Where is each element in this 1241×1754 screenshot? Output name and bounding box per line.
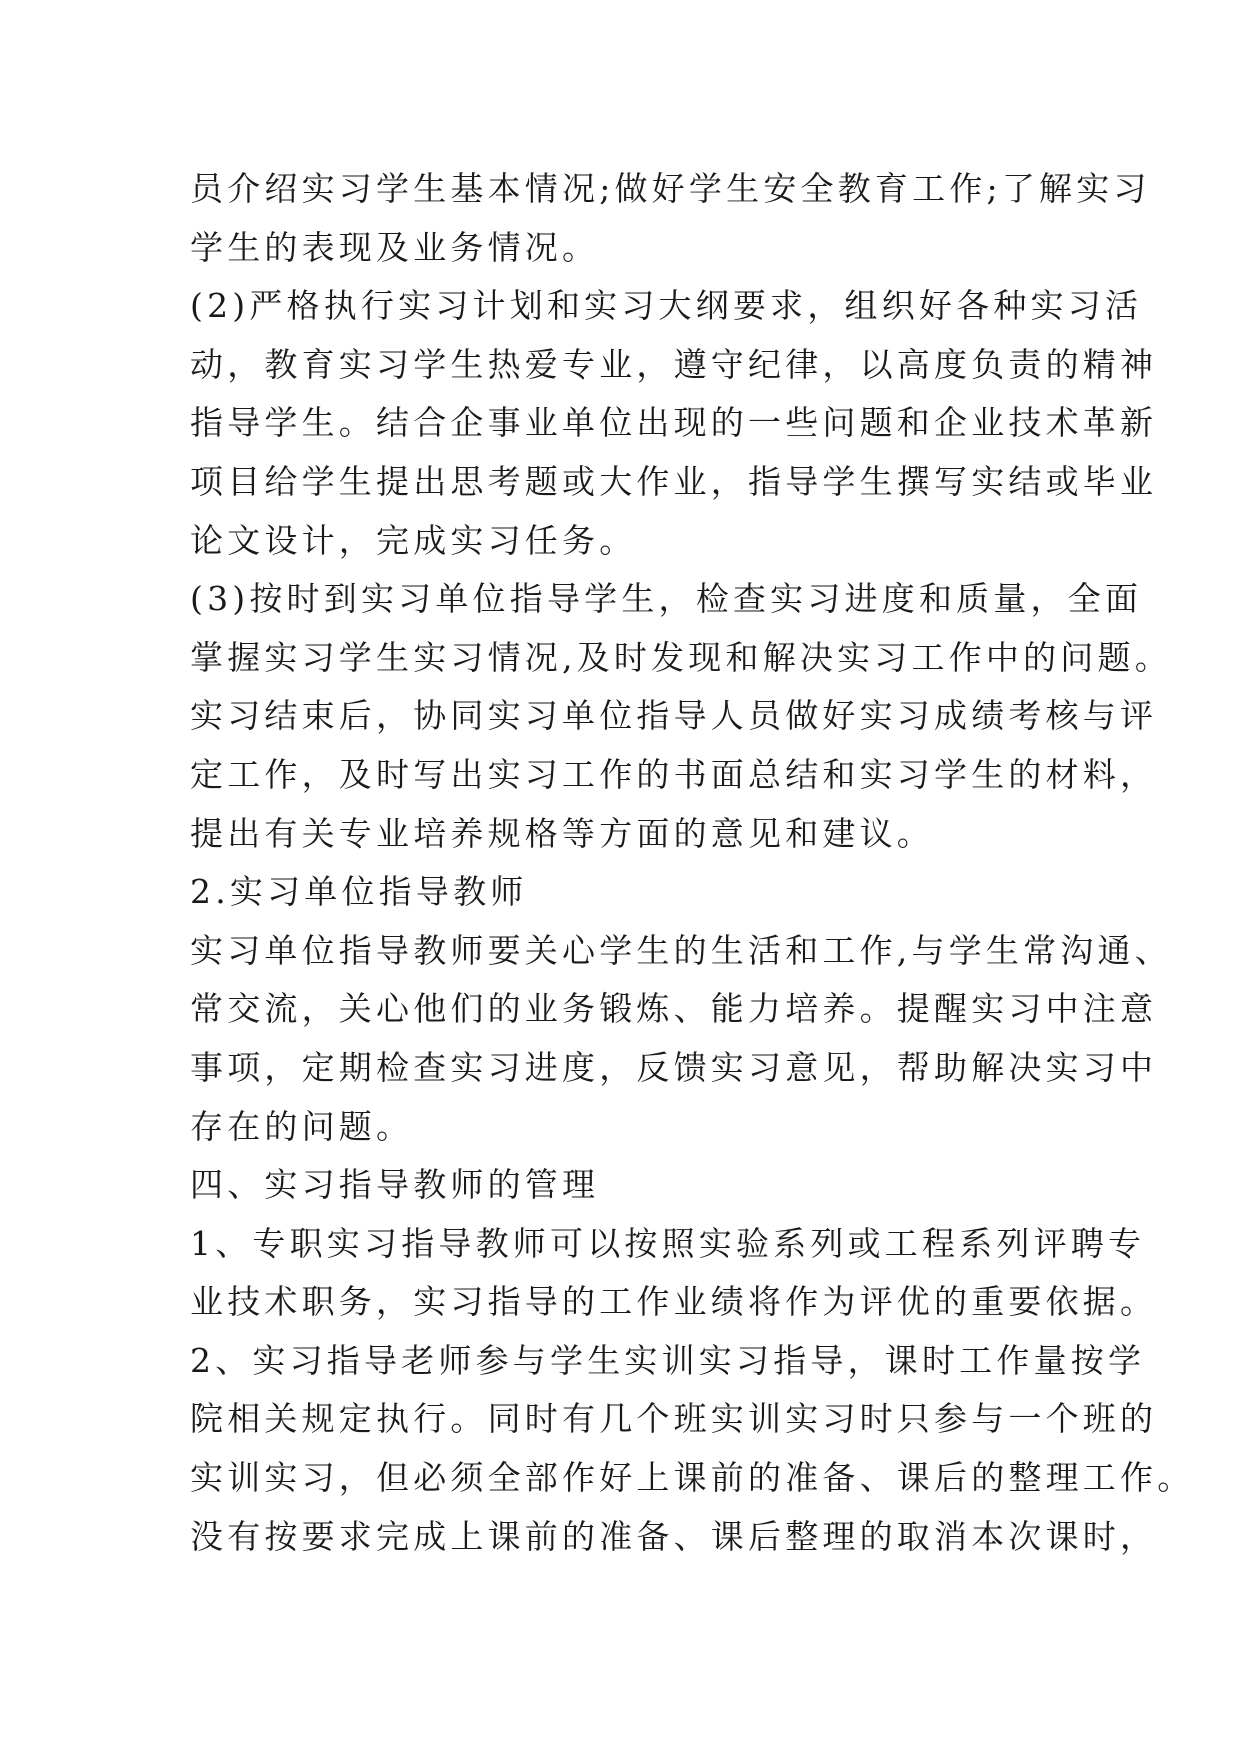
text-line: (3)按时到实习单位指导学生，检查实习进度和质量，全面 <box>190 579 1143 619</box>
text-line: (2)严格执行实习计划和实习大纲要求，组织好各种实习活 <box>190 286 1143 326</box>
text-line: 指导学生。结合企事业单位出现的一些问题和企业技术革新 <box>190 403 1158 443</box>
text-line: 业技术职务，实习指导的工作业绩将作为评优的重要依据。 <box>190 1282 1158 1322</box>
document-body <box>190 160 1195 1566</box>
text-line: 没有按要求完成上课前的准备、课后整理的取消本次课时， <box>190 1516 1158 1556</box>
text-line: 常交流，关心他们的业务锻炼、能力培养。提醒实习中注意 <box>190 989 1158 1029</box>
text-line: 实训实习，但必须全部作好上课前的准备、课后的整理工作。 <box>190 1458 1195 1498</box>
text-line: 动，教育实习学生热爱专业，遵守纪律，以高度负责的精神 <box>190 344 1158 384</box>
text-line: 实习单位指导教师要关心学生的生活和工作,与学生常沟通、 <box>190 930 1172 970</box>
text-line: 院相关规定执行。同时有几个班实训实习时只参与一个班的 <box>190 1399 1158 1439</box>
section-heading: 2.实习单位指导教师 <box>190 872 528 912</box>
text-line: 论文设计，完成实习任务。 <box>190 520 637 560</box>
text-line: 提出有关专业培养规格等方面的意见和建议。 <box>190 813 934 853</box>
text-line: 掌握实习学生实习情况,及时发现和解决实习工作中的问题。 <box>190 637 1172 677</box>
section-heading: 四、实习指导教师的管理 <box>190 1165 600 1205</box>
text-line: 员介绍实习学生基本情况;做好学生安全教育工作;了解实习 <box>190 169 1151 208</box>
text-line: 存在的问题。 <box>190 1106 414 1146</box>
text-line: 1、专职实习指导教师可以按照实验系列或工程系列评聘专 <box>190 1223 1146 1263</box>
text-line: 事项，定期检查实习进度，反馈实习意见，帮助解决实习中 <box>190 1047 1158 1087</box>
text-line: 实习结束后，协同实习单位指导人员做好实习成绩考核与评 <box>190 696 1158 736</box>
text-line: 2、实习指导老师参与学生实训实习指导，课时工作量按学 <box>190 1340 1146 1380</box>
text-line: 定工作，及时写出实习工作的书面总结和实习学生的材料， <box>190 754 1158 794</box>
text-line: 项目给学生提出思考题或大作业，指导学生撰写实结或毕业 <box>190 461 1158 501</box>
text-line: 学生的表现及业务情况。 <box>190 227 600 267</box>
